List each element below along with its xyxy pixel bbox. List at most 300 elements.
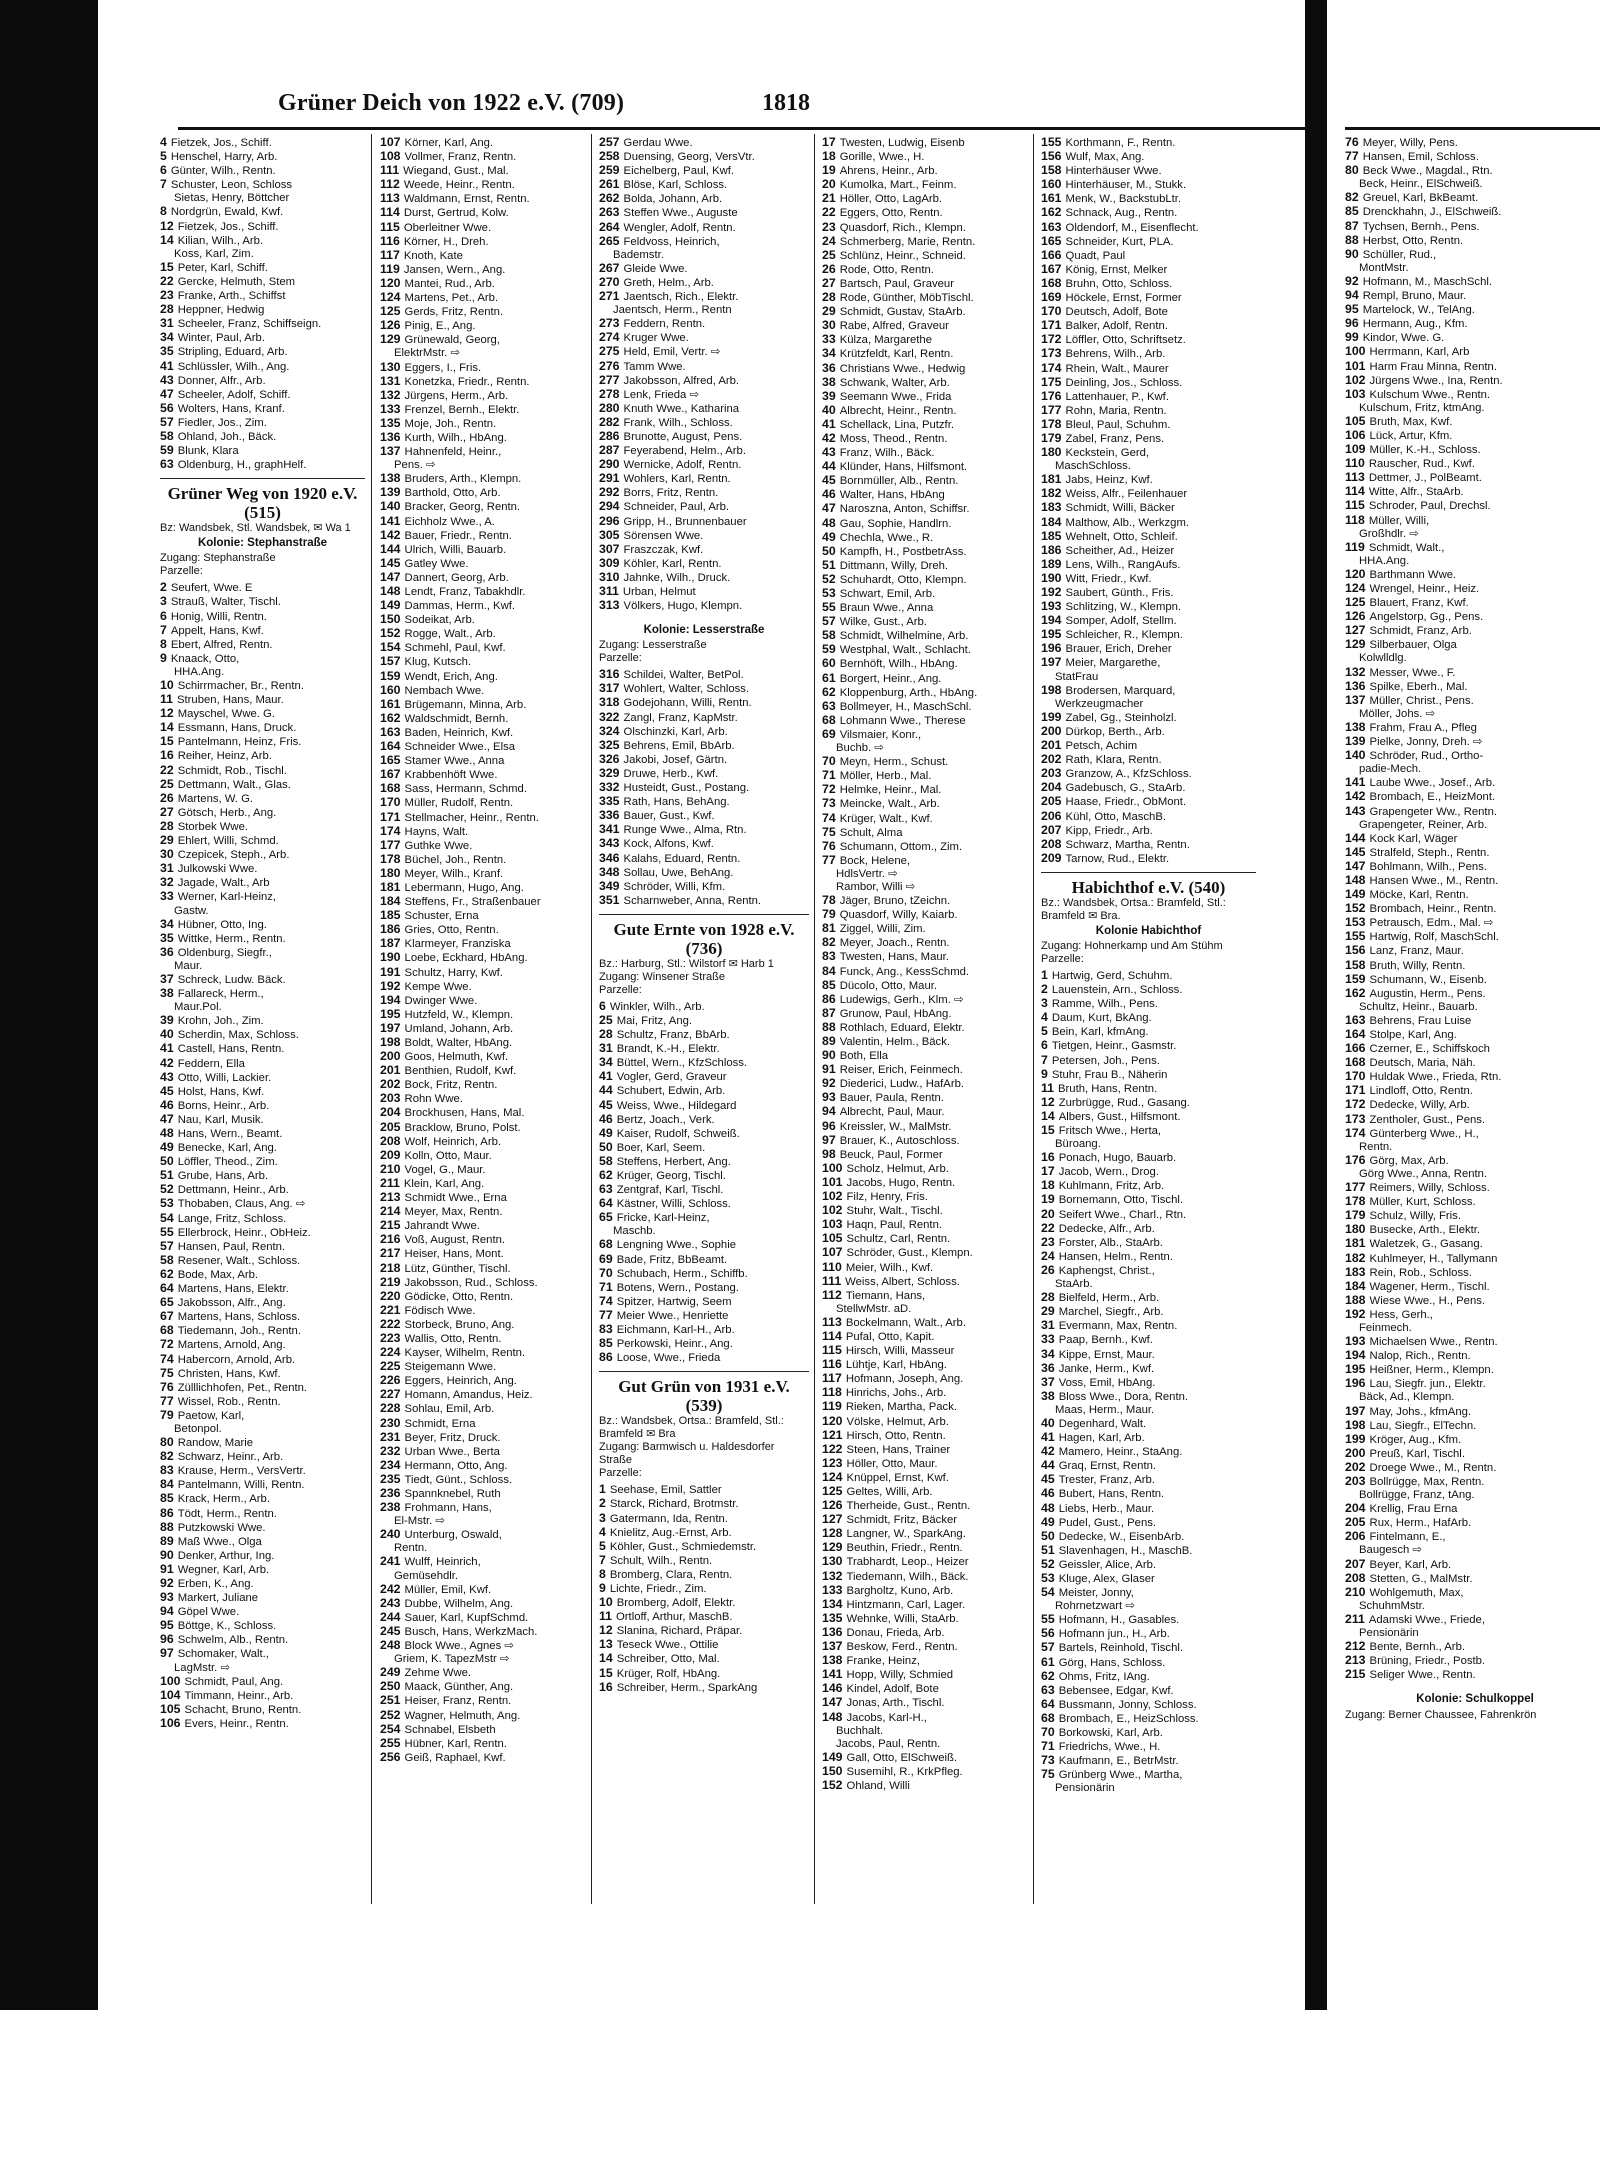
parcel-number: 205 <box>1345 1516 1366 1530</box>
parcel-number: 12 <box>160 219 174 233</box>
tenant-entry: Hofmann jun., H., Arb. <box>1058 1628 1170 1641</box>
tenant-entry: Möcke, Karl, Rentn. <box>1369 889 1469 902</box>
tenant-entry: Unterburg, Oswald, <box>404 1529 502 1542</box>
tenant-entry: Gries, Otto, Rentn. <box>404 924 499 937</box>
list-item <box>160 1689 365 1703</box>
list-item <box>1345 832 1600 846</box>
list-item <box>599 1155 809 1169</box>
tenant-entry: Schmidt, Wilhelmine, Arb. <box>839 630 969 643</box>
page-header <box>178 90 1305 124</box>
tenant-entry: Gödicke, Otto, Rentn. <box>404 1290 514 1303</box>
list-item <box>1041 1376 1256 1390</box>
tenant-entry: Hintzmann, Carl, Lager. <box>846 1598 966 1611</box>
parcel-number: 192 <box>380 979 401 993</box>
parcel-number: 49 <box>1041 1515 1055 1529</box>
tenant-entry: Wulff, Heinrich, <box>404 1556 481 1569</box>
list-item <box>599 150 809 164</box>
list-item <box>822 1415 1027 1429</box>
parcel-number: 226 <box>380 1374 401 1388</box>
list-item <box>380 206 585 220</box>
parcel-number: 64 <box>160 1282 174 1296</box>
parcel-number: 195 <box>1041 628 1062 642</box>
parcel-number: 9 <box>1041 1067 1048 1081</box>
parcel-number: 150 <box>380 613 401 627</box>
tenant-entry: Eggers, I., Fris. <box>404 361 482 374</box>
tenant-entry: Weiss, Alfr., Feilenhauer <box>1065 488 1188 501</box>
tenant-entry: Bruth, Hans, Rentn. <box>1058 1082 1158 1095</box>
parcel-number: 255 <box>380 1736 401 1750</box>
list-item <box>380 472 585 486</box>
tenant-entry: Spilke, Eberh., Mal. <box>1369 680 1468 693</box>
parcel-number: 152 <box>380 627 401 641</box>
tenant-entry: Behrens, Emil, BbArb. <box>623 739 735 752</box>
column-divider <box>591 134 592 1904</box>
tenant-entry: Hirsch, Otto, Rentn. <box>846 1429 946 1442</box>
tenant-entry: Wrengel, Heinr., Heiz. <box>1369 583 1480 595</box>
list-item <box>822 1063 1027 1077</box>
tenant-entry: Quadt, Paul <box>1065 249 1126 262</box>
tenant-entry: Hofmann, Joseph, Ang. <box>845 1373 964 1386</box>
tenant-entry: Fietzek, Jos., Schiff. <box>177 220 279 233</box>
parcel-number: 175 <box>1041 375 1062 389</box>
list-item <box>160 261 365 275</box>
tenant-entry: Hopp, Willy, Schmied <box>846 1669 954 1682</box>
parcel-number: 264 <box>599 220 620 234</box>
parcel-number: 89 <box>160 1534 174 1548</box>
list-item <box>1345 1447 1600 1461</box>
list-item <box>822 1668 1027 1682</box>
parcel-number: 207 <box>1041 823 1062 837</box>
parcel-number: 62 <box>160 1267 174 1281</box>
tenant-entry: Schult, Wilh., Rentn. <box>609 1554 713 1567</box>
parcel-number: 14 <box>160 233 174 247</box>
tenant-entry: Christians Wwe., Hedwig <box>839 362 966 375</box>
parcel-number: 3 <box>160 595 167 609</box>
tenant-entry: Ohland, Joh., Bäck. <box>177 430 277 443</box>
parcel-number: 236 <box>380 1487 401 1500</box>
list-item <box>160 458 365 472</box>
list-item <box>599 1084 809 1098</box>
tenant-entry: Jäger, Bruno, tZeichn. <box>839 895 951 908</box>
list-item <box>1041 221 1256 235</box>
tenant-entry: Dittmann, Willy, Dreh. <box>839 559 949 572</box>
colony-section <box>1345 1686 1600 1721</box>
list-item <box>380 1247 585 1261</box>
access-road: Zugang: Hohnerkamp und Am Stühm <box>1041 939 1223 952</box>
tenant-entry: Schreiber, Herm., SparkAng <box>616 1681 758 1694</box>
parcel-number: 105 <box>822 1232 843 1246</box>
tenant-entry: Bartels, Reinhold, Tischl. <box>1058 1642 1184 1655</box>
tenant-entry: Martens, Hans, Elektr. <box>177 1283 289 1296</box>
list-item <box>160 1478 365 1492</box>
tenant-entry: Stuhr, Walt., Tischl. <box>846 1205 943 1218</box>
tenant-entry: Augustin, Herm., Pens. <box>1369 987 1486 1000</box>
tenant-entry: Brüning, Friedr., Postb. <box>1369 1655 1486 1668</box>
list-item <box>1041 1641 1256 1655</box>
list-item <box>1041 1712 1256 1726</box>
tenant-entry: Bracklow, Bruno, Polst. <box>404 1121 521 1134</box>
parcel-number: 195 <box>380 1007 401 1021</box>
list-item <box>1041 1684 1256 1698</box>
list-item <box>822 1190 1027 1204</box>
parcel-number: 194 <box>380 993 401 1007</box>
list-item <box>599 668 809 682</box>
list-item <box>1345 136 1600 150</box>
tenant-entry: Seehase, Emil, Sattler <box>609 1484 722 1497</box>
list-item <box>1041 1165 1256 1179</box>
tenant-entry: Heiser, Hans, Mont. <box>404 1248 504 1261</box>
list-item <box>380 585 585 599</box>
parcel-number: 114 <box>380 206 400 220</box>
parcel-number: 171 <box>1041 319 1062 333</box>
tenant-entry: Lens, Wilh., RangAufs. <box>1065 558 1181 571</box>
tenant-entry: Günterberg Wwe., H., <box>1369 1127 1479 1140</box>
facing-page-header-rule <box>1345 127 1600 130</box>
parcel-number: 16 <box>160 749 174 763</box>
tenant-entry: Schomaker, Walt., <box>177 1648 269 1661</box>
list-item <box>160 1240 365 1254</box>
tenant-entry: Hermann, Aug., Kfm. <box>1362 318 1468 331</box>
list-item <box>1345 624 1600 638</box>
tenant-entry: Schmidt, Walt., <box>1368 541 1445 554</box>
tenant-entry: Erben, K., Ang. <box>177 1578 254 1590</box>
tenant-entry: Resener, Walt., Schloss. <box>177 1254 301 1267</box>
parcel-label: Parzelle: <box>1041 952 1084 965</box>
list-item <box>1345 1014 1600 1028</box>
parcel-number: 87 <box>822 1006 836 1020</box>
parcel-number: 167 <box>380 768 401 782</box>
tenant-entry: Mayschel, Wwe. G. <box>177 708 275 721</box>
list-item <box>1041 1613 1256 1627</box>
section-district-info: Bz: Wandsbek, Stl. Wandsbek, ✉ Wa 1 <box>160 522 351 535</box>
tenant-entry: Konetzka, Friedr., Rentn. <box>404 375 530 388</box>
tenant-entry: Bubert, Hans, Rentn. <box>1058 1488 1165 1501</box>
list-item <box>1345 860 1600 874</box>
parcel-number: 25 <box>160 777 174 791</box>
tenant-entry: Dwinger Wwe. <box>404 994 478 1007</box>
parcel-number: 192 <box>1041 586 1062 599</box>
tenant-entry: Knielitz, Aug.-Ernst, Arb. <box>609 1526 732 1539</box>
tenant-entry: Trabhardt, Leop., Heizer <box>846 1556 969 1569</box>
parcel-label: Parzelle: <box>599 652 642 665</box>
section-district-info: Bz.: Wandsbek, Ortsa.: Bramfeld, Stl.: Bramfeld ✉ Bra <box>599 1415 784 1441</box>
tenant-entry: Schmidt, Willi, Bäcker <box>1065 502 1175 515</box>
parcel-number: 115 <box>822 1344 842 1358</box>
tenant-entry: Werner, Karl-Heinz, <box>177 891 277 904</box>
list-item <box>1041 1754 1256 1768</box>
tenant-entry: Göpel Wwe. <box>177 1606 240 1619</box>
list-item <box>380 980 585 994</box>
list-item <box>599 894 809 908</box>
tenant-entry: Tiedt, Günt., Schloss. <box>404 1473 513 1486</box>
parcel-number: 48 <box>160 1127 174 1140</box>
list-item <box>380 1276 585 1290</box>
parcel-number: 19 <box>1041 1193 1055 1207</box>
tenant-entry: Loebe, Eckhard, HbAng. <box>404 952 528 965</box>
parcel-number: 103 <box>1345 387 1366 401</box>
parcel-number: 19 <box>822 164 836 178</box>
tenant-entry: May, Johs., kfmAng. <box>1369 1405 1472 1418</box>
parcel-number: 63 <box>1041 1683 1055 1697</box>
list-item <box>380 1022 585 1036</box>
tenant-entry: Schüller, Rud., <box>1362 248 1437 261</box>
list-item <box>380 1233 585 1247</box>
list-item <box>599 1351 809 1365</box>
tenant-entry: Tiedemann, Wilh., Bäck. <box>846 1570 969 1583</box>
list-item <box>1345 1294 1600 1308</box>
tenant-entry: Schulz, Willy, Fris. <box>1369 1210 1461 1223</box>
parcel-number: 103 <box>822 1218 843 1232</box>
tenant-entry: Guthke Wwe. <box>404 839 473 852</box>
parcel-number: 5 <box>1041 1025 1048 1039</box>
tenant-entry: Müller, Rudolf, Rentn. <box>404 797 514 810</box>
list-item <box>822 728 1027 742</box>
list-item <box>599 1610 809 1624</box>
parcel-number: 56 <box>160 401 174 415</box>
tenant-entry: Grapengeter Ww., Rentn. <box>1369 805 1497 818</box>
list-item <box>599 276 809 290</box>
tenant-entry: Westphal, Walt., Schlacht. <box>839 644 971 657</box>
tenant-entry: Schwarz, Heinr., Arb. <box>177 1451 284 1464</box>
tenant-entry: Steigemann Wwe. <box>404 1361 497 1374</box>
tenant-entry: Löffler, Otto, Schriftsetz. <box>1065 334 1186 347</box>
tenant-entry: Brombach, Heinr., Rentn. <box>1369 903 1497 916</box>
parcel-number: 22 <box>160 763 174 777</box>
parcel-number: 75 <box>822 825 836 839</box>
parcel-number: 34 <box>822 347 836 361</box>
parcel-number: 324 <box>599 724 620 738</box>
tenant-entry: Nalop, Rich., Rentn. <box>1369 1350 1471 1363</box>
parcel-number: 6 <box>599 999 606 1013</box>
tenant-entry: Kindel, Adolf, Bote <box>846 1683 939 1696</box>
list-item <box>822 1218 1027 1232</box>
list-item <box>1345 191 1600 205</box>
list-item <box>160 932 365 946</box>
list-item <box>1041 1068 1256 1082</box>
parcel-number: 36 <box>1041 1361 1055 1375</box>
list-item <box>822 1457 1027 1471</box>
list-item <box>160 624 365 638</box>
parcel-number: 332 <box>599 781 620 795</box>
tenant-entry: Schröder, Willi, Kfm. <box>623 880 726 893</box>
list-item <box>1345 680 1600 694</box>
parcel-number: 4 <box>160 136 167 149</box>
parcel-number: 94 <box>822 1105 836 1119</box>
list-item <box>1345 1558 1600 1572</box>
list-item <box>160 1619 365 1633</box>
parcel-number: 85 <box>160 1492 174 1506</box>
parcel-number: 27 <box>160 805 174 819</box>
tenant-entry: Martens, W. G. <box>177 792 254 805</box>
parcel-number: 8 <box>160 637 167 651</box>
parcel-number: 157 <box>380 655 401 669</box>
list-item <box>599 795 809 809</box>
list-item <box>380 825 585 839</box>
list-item <box>1345 360 1600 374</box>
tenant-entry: Schwarz, Martha, Rentn. <box>1065 838 1190 851</box>
parcel-number: 49 <box>160 1141 174 1155</box>
parcel-number: 262 <box>599 192 620 206</box>
list-item <box>1041 487 1256 501</box>
parcel-number: 47 <box>160 1112 174 1126</box>
parcel-number: 82 <box>1345 191 1359 205</box>
list-item <box>1041 1670 1256 1684</box>
list-item <box>1041 1445 1256 1459</box>
tenant-entry: Höckele, Ernst, Former <box>1065 292 1182 305</box>
association-section <box>160 478 365 578</box>
parcel-number: 55 <box>822 601 836 615</box>
parcel-number: 276 <box>599 359 620 373</box>
list-item <box>160 1282 365 1296</box>
tenant-entry: Block Wwe., Agnes ⇨ <box>404 1640 514 1653</box>
parcel-number: 180 <box>1041 446 1062 460</box>
tenant-entry: Kipp, Friedr., Arb. <box>1065 824 1153 837</box>
parcel-number: 164 <box>380 740 401 754</box>
list-item-continuation: Maur. <box>174 959 203 972</box>
parcel-number: 211 <box>380 1176 400 1190</box>
list-item <box>599 1028 809 1042</box>
parcel-number: 252 <box>380 1708 401 1722</box>
parcel-number: 172 <box>1041 333 1062 347</box>
tenant-entry: Durst, Gertrud, Kolw. <box>403 207 509 220</box>
parcel-number: 149 <box>380 599 401 613</box>
list-item <box>1041 795 1256 809</box>
list-item <box>822 1751 1027 1765</box>
list-item <box>1041 1305 1256 1319</box>
tenant-entry: Walter, Hans, HbAng <box>839 489 945 502</box>
tenant-entry: Sodeikat, Arb. <box>404 614 475 627</box>
parcel-number: 251 <box>380 1694 401 1708</box>
list-item <box>1345 666 1600 680</box>
list-item <box>822 291 1027 305</box>
directory-page-1818 <box>98 0 1305 2010</box>
list-item-continuation: Baugesch ⇨ <box>1359 1544 1422 1557</box>
list-item-continuation: Großhdlr. ⇨ <box>1359 527 1419 540</box>
parcel-number: 8 <box>599 1567 606 1581</box>
list-item-continuation: Jacobs, Paul, Rentn. <box>836 1737 941 1750</box>
parcel-number: 134 <box>822 1597 843 1611</box>
tenant-entry: Weiss, Albert, Schloss. <box>845 1275 960 1288</box>
tenant-entry: Duensing, Georg, VersVtr. <box>623 151 755 164</box>
list-item-continuation: Maur.Pol. <box>174 1001 222 1014</box>
parcel-number: 125 <box>1345 596 1366 610</box>
parcel-number: 25 <box>822 248 836 262</box>
list-item <box>380 754 585 768</box>
parcel-number: 273 <box>599 317 620 331</box>
tenant-entry: Külza, Margarethe <box>839 334 932 347</box>
tenant-entry: Kulschum Wwe., Rentn. <box>1369 388 1491 401</box>
tenant-entry: Barthmann Wwe. <box>1369 568 1457 581</box>
list-item <box>1041 1124 1256 1138</box>
tenant-entry: Beuthin, Friedr., Rentn. <box>846 1542 963 1555</box>
parcel-number: 95 <box>1345 303 1359 317</box>
list-item <box>599 823 809 837</box>
parcel-number: 216 <box>380 1233 401 1247</box>
parcel-number: 114 <box>1345 485 1365 499</box>
book-gutter <box>1305 0 1327 2010</box>
list-item-continuation: Gemüsehdlr. <box>394 1569 459 1582</box>
tenant-entry: König, Ernst, Melker <box>1065 263 1168 276</box>
list-item <box>599 1183 809 1197</box>
tenant-entry: Habercorn, Arnold, Arb. <box>177 1353 296 1366</box>
list-item <box>1345 1098 1600 1112</box>
list-item <box>1041 1054 1256 1068</box>
parcel-number: 169 <box>1041 291 1062 305</box>
tenant-entry: Krabbenhöft Wwe. <box>404 769 498 782</box>
parcel-number: 74 <box>822 811 836 825</box>
list-item <box>380 994 585 1008</box>
tenant-entry: Keckstein, Gerd, <box>1065 447 1150 460</box>
tenant-entry: Seemann Wwe., Frida <box>839 390 952 403</box>
list-item <box>1345 443 1600 457</box>
facing-page-partial <box>1327 0 1600 2010</box>
tenant-entry: Twesten, Hans, Maur. <box>839 951 949 964</box>
tenant-entry: Geiß, Raphael, Kwf. <box>404 1751 506 1764</box>
tenant-entry: Jacobs, Karl-H., <box>846 1711 927 1724</box>
tenant-entry: Waletzek, G., Gasang. <box>1369 1238 1483 1251</box>
list-item <box>160 1127 365 1141</box>
tenant-entry: Görg, Hans, Schloss. <box>1058 1656 1166 1669</box>
parcel-number: 10 <box>599 1596 613 1610</box>
list-item-continuation: ElektrMstr. ⇨ <box>394 347 460 360</box>
parcel-number: 197 <box>380 1021 401 1035</box>
tenant-entry: Schreck, Ludw. Bäck. <box>177 973 286 986</box>
parcel-number: 326 <box>599 752 620 766</box>
tenant-entry: Heißner, Herm., Klempn. <box>1369 1364 1494 1377</box>
tenant-entry: Braun Wwe., Anna <box>839 602 934 615</box>
parcel-number: 243 <box>380 1596 401 1610</box>
parcel-number: 199 <box>1041 710 1062 724</box>
tenant-entry: Sörensen Wwe. <box>623 529 704 542</box>
list-item <box>822 206 1027 220</box>
list-item <box>1345 1028 1600 1042</box>
parcel-number: 3 <box>599 1511 606 1525</box>
tenant-entry: Schroder, Paul, Drechsl. <box>1368 500 1491 513</box>
list-item <box>822 1598 1027 1612</box>
tenant-entry: Reiser, Erich, Feinmech. <box>839 1064 963 1077</box>
list-item <box>1345 694 1600 708</box>
parcel-number: 41 <box>160 1042 174 1056</box>
tenant-entry: Jahnke, Wilh., Druck. <box>623 571 731 584</box>
parcel-number: 162 <box>1345 986 1366 1000</box>
tenant-entry: Mamero, Heinr., StaAng. <box>1058 1446 1183 1459</box>
list-item <box>822 1443 1027 1457</box>
parcel-number: 186 <box>380 923 401 937</box>
tenant-entry: Waldmann, Ernst, Rentn. <box>403 193 530 206</box>
list-item-continuation: MontMstr. <box>1359 261 1409 274</box>
tenant-entry: Grunow, Paul, HbAng. <box>839 1007 952 1020</box>
parcel-number: 245 <box>380 1624 401 1638</box>
tenant-entry: Peter, Karl, Schiff. <box>177 261 268 274</box>
parcel-number: 316 <box>599 668 620 682</box>
tenant-entry: Scholz, Helmut, Arb. <box>846 1162 949 1175</box>
parcel-number: 116 <box>380 234 400 248</box>
tenant-entry: Zentgraf, Karl, Tischl. <box>616 1184 724 1197</box>
parcel-number: 36 <box>822 361 836 375</box>
list-item <box>599 1253 809 1267</box>
tenant-entry: Putzkowski Wwe. <box>177 1521 266 1534</box>
list-item <box>1345 275 1600 289</box>
tenant-entry: Susemihl, R., KrkPfleg. <box>846 1765 963 1778</box>
list-item <box>380 655 585 669</box>
tenant-entry: Michaelsen Wwe., Rentn. <box>1369 1336 1498 1349</box>
parcel-number: 76 <box>160 1380 174 1394</box>
parcel-number: 28 <box>822 291 836 305</box>
list-item <box>160 946 365 960</box>
parcel-number: 2 <box>599 1497 606 1511</box>
parcel-number: 203 <box>1345 1475 1366 1488</box>
parcel-number: 124 <box>380 291 401 305</box>
